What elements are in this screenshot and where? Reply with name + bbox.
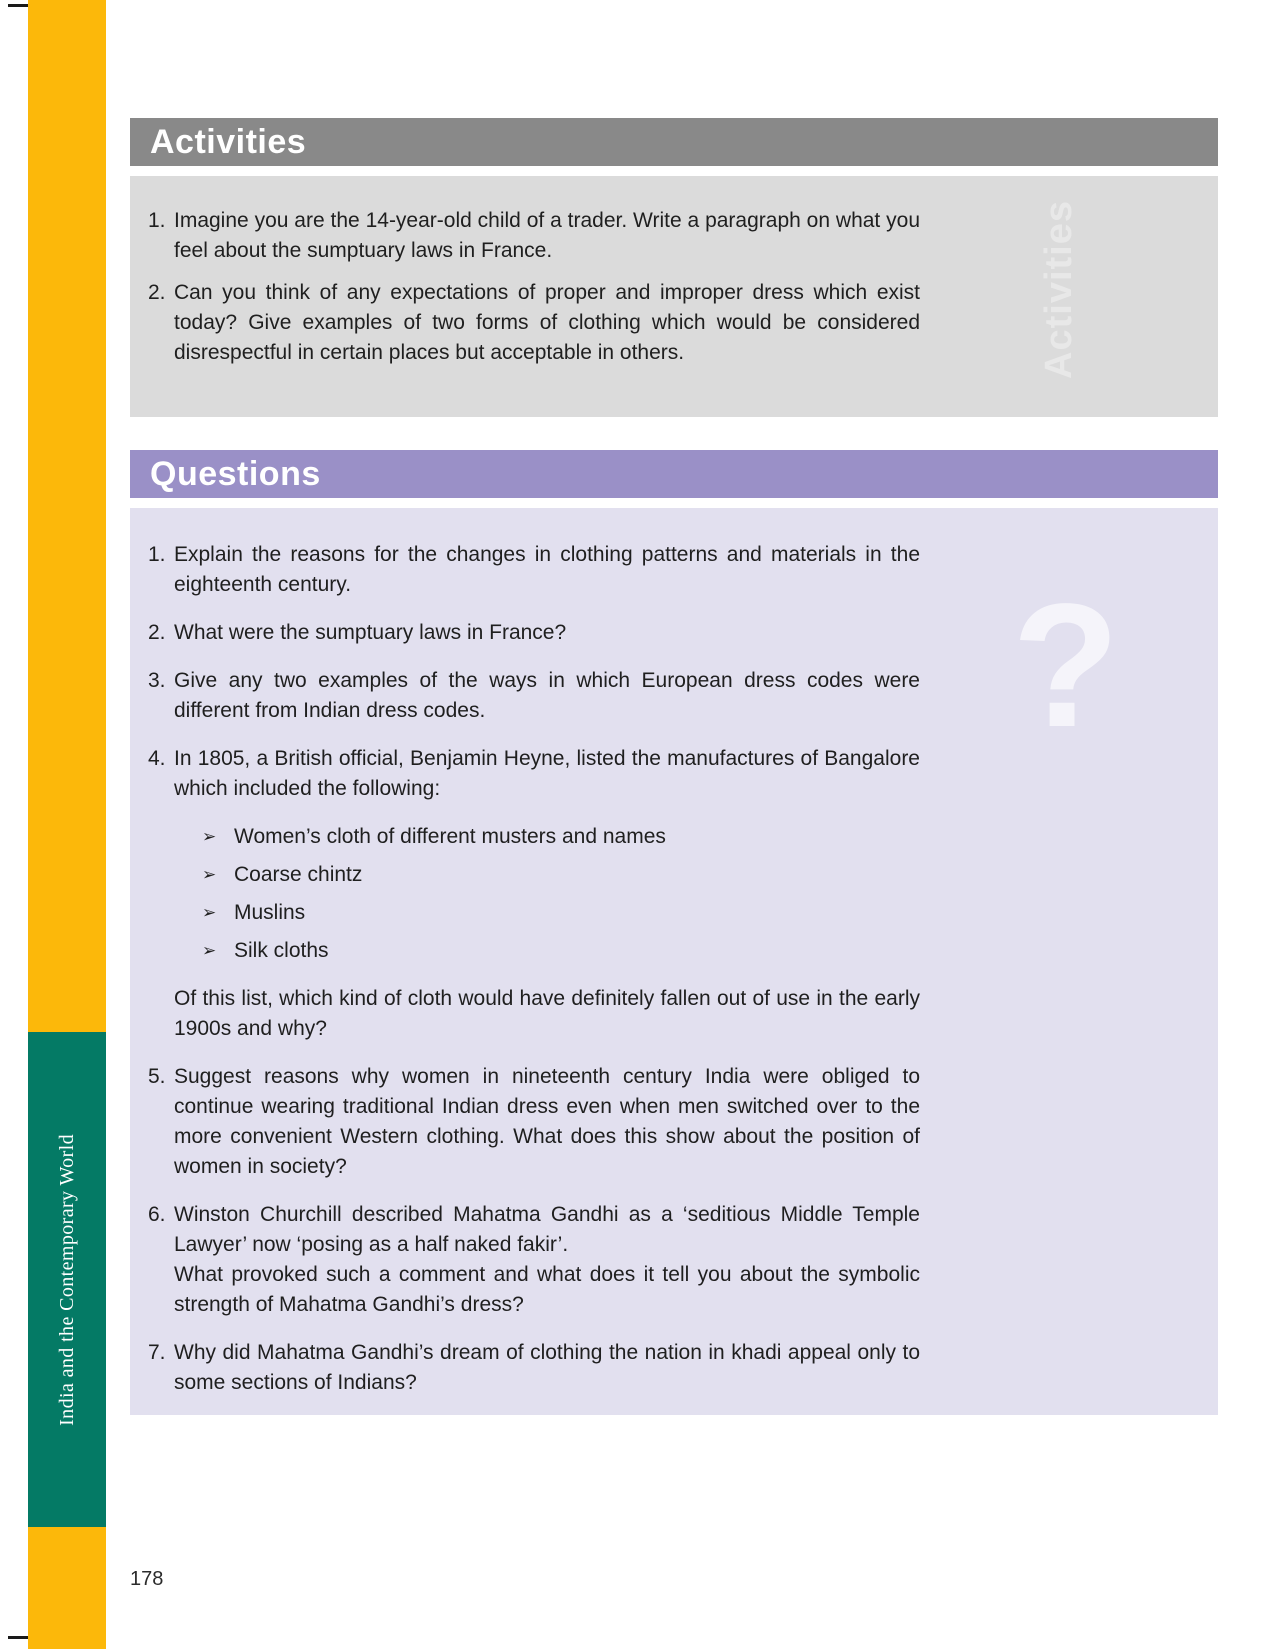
item-body [174, 1062, 920, 1182]
series-title-vertical-text: India and the Contemporary World [55, 1133, 78, 1426]
item-number: 3. [148, 669, 166, 692]
arrow-bullet-icon: ➢ [202, 827, 217, 847]
item-followup-text: Of this list, which kind of cloth would have definitely fallen out of use in the early 1900s and why? [174, 987, 920, 1040]
item-number: 7. [148, 1341, 166, 1364]
list-item [148, 618, 920, 648]
item-text: Why did Mahatma Gandhi’s dream of clothing the nation in khadi appeal only to some sections of Indians? [174, 1341, 920, 1394]
bullet-item [174, 860, 920, 890]
bullet-text: Women’s cloth of different musters and names [234, 825, 666, 848]
list-item [148, 540, 920, 600]
item-text: Explain the reasons for the changes in clothing patterns and materials in the eighteenth century. [174, 543, 920, 596]
list-item [148, 1062, 920, 1182]
page-number: 178 [130, 1568, 164, 1590]
item-number: 2. [148, 621, 166, 644]
questions-header-bar [130, 450, 1218, 498]
bullet-text: Coarse chintz [234, 863, 363, 886]
item-number: 1. [148, 209, 166, 232]
item-followup-text: What provoked such a comment and what does it tell you about the symbolic strength of Mahatma Gandhi’s dress? [174, 1263, 920, 1316]
item-number: 1. [148, 543, 166, 566]
list-item [148, 206, 920, 266]
bullet-item [174, 936, 920, 966]
item-body [174, 278, 920, 368]
item-text: Can you think of any expectations of proper and improper dress which exist today? Give examples of two forms of clothing which would be considered disrespectful in certain places but acceptable in others. [174, 281, 920, 364]
list-item [148, 1200, 920, 1320]
bullet-text: Muslins [234, 901, 306, 924]
bullet-item [174, 898, 920, 928]
arrow-bullet-icon: ➢ [202, 941, 217, 961]
item-body [174, 618, 920, 648]
list-item [148, 1338, 920, 1398]
question-mark-watermark: ? [1012, 568, 1120, 764]
series-green-strip [28, 1032, 106, 1527]
list-item [148, 278, 920, 368]
arrow-bullet-icon: ➢ [202, 903, 217, 923]
item-text: In 1805, a British official, Benjamin Heyne, listed the manufactures of Bangalore which included the following: [174, 747, 920, 800]
questions-content-box [130, 508, 1218, 1415]
printer-crop-mark-top [8, 4, 30, 7]
bullet-text: Silk cloths [234, 939, 329, 962]
item-body [174, 744, 920, 1044]
bullet-item [174, 822, 920, 852]
list-item [148, 744, 920, 1044]
item-body [174, 206, 920, 266]
item-text: Winston Churchill described Mahatma Gandhi as a ‘seditious Middle Temple Lawyer’ now ‘posing as a half naked fakir’. [174, 1203, 920, 1256]
item-text: What were the sumptuary laws in France? [174, 621, 567, 644]
printer-crop-mark-bottom [8, 1636, 30, 1639]
item-number: 2. [148, 281, 166, 304]
arrow-bullet-icon: ➢ [202, 865, 217, 885]
item-text: Imagine you are the 14-year-old child of a trader. Write a paragraph on what you feel about the sumptuary laws in France. [174, 209, 920, 262]
item-body [174, 540, 920, 600]
item-body [174, 666, 920, 726]
item-body [174, 1200, 920, 1320]
item-text: Suggest reasons why women in nineteenth century India were obliged to continue wearing traditional Indian dress even when men switched over to the more convenient Western clothing. What does this show about the position of women in society? [174, 1065, 920, 1178]
item-text: Give any two examples of the ways in which European dress codes were different from Indian dress codes. [174, 669, 920, 722]
item-body [174, 1338, 920, 1398]
item-number: 4. [148, 747, 166, 770]
list-item [148, 666, 920, 726]
item-number: 5. [148, 1065, 166, 1088]
activities-header-bar [130, 118, 1218, 166]
bullet-list [174, 822, 920, 966]
item-number: 6. [148, 1203, 166, 1226]
activities-content-box [130, 176, 1218, 417]
activities-section-title: Activities [150, 122, 307, 161]
questions-section-title: Questions [150, 454, 321, 493]
activities-watermark-text: Activities [1038, 200, 1080, 379]
